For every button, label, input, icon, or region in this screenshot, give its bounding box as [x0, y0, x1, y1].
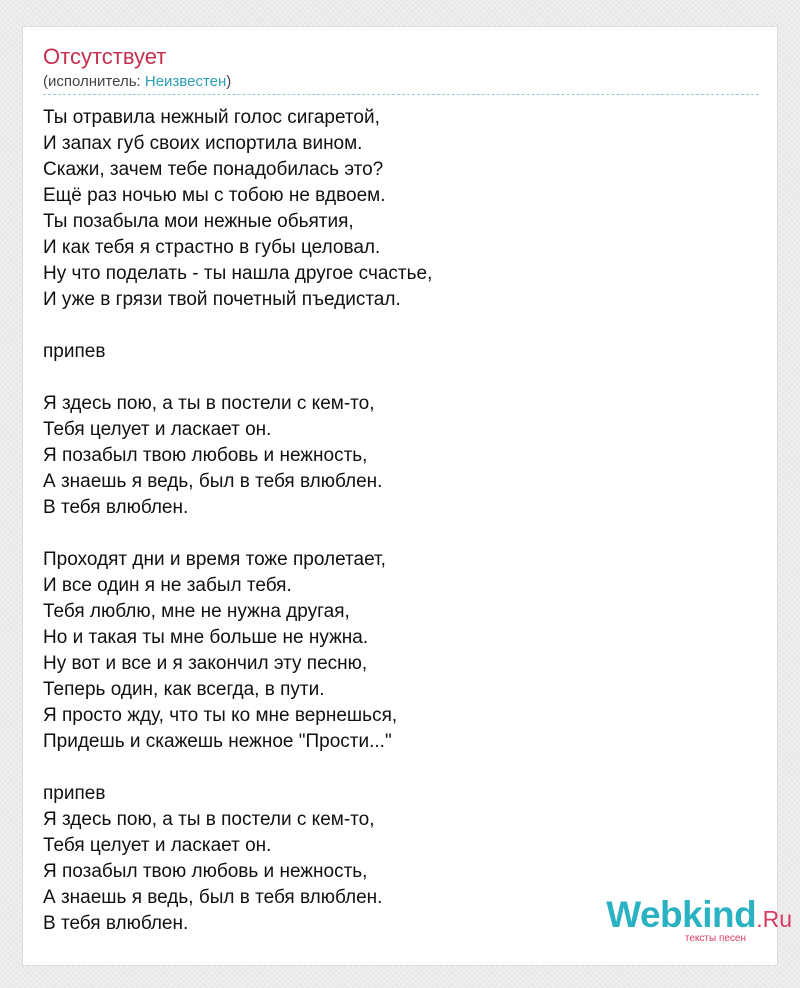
logo-tagline: тексты песен: [684, 933, 746, 944]
lyric-line: Ты позабыла мои нежные обьятия,: [43, 211, 354, 232]
lyrics-text: [43, 105, 759, 937]
lyrics-card: [22, 26, 778, 966]
lyric-line: Ещё раз ночью мы с тобою не вдвоем.: [43, 185, 386, 206]
lyric-line: В тебя влюблен.: [43, 497, 189, 518]
lyric-line: Скажи, зачем тебе понадобилась это?: [43, 159, 384, 180]
logo-name: Webkind: [606, 894, 757, 935]
logo-wordmark: [606, 896, 792, 938]
lyric-line: А знаешь я ведь, был в тебя влюблен.: [43, 471, 383, 492]
artist-line: [43, 73, 231, 91]
lyric-line: припев: [43, 341, 106, 362]
song-title: Отсутствует: [43, 44, 167, 69]
lyric-line: Я здесь пою, а ты в постели с кем-то,: [43, 809, 375, 830]
divider: [43, 94, 759, 95]
lyric-line: припев: [43, 783, 106, 804]
lyric-line: Проходят дни и время тоже пролетает,: [43, 549, 386, 570]
logo-tld: .Ru: [756, 906, 792, 932]
lyric-line: И запах губ своих испортила вином.: [43, 133, 363, 154]
lyric-line: Я просто жду, что ты ко мне вернешься,: [43, 705, 398, 726]
blank-line: [43, 313, 759, 339]
lyric-line: Я позабыл твою любовь и нежность,: [43, 445, 368, 466]
lyric-line: Теперь один, как всегда, в пути.: [43, 679, 325, 700]
lyric-line: Но и такая ты мне больше не нужна.: [43, 627, 369, 648]
artist-suffix: ): [226, 73, 232, 90]
lyric-line: И как тебя я страстно в губы целовал.: [43, 237, 381, 258]
artist-link[interactable]: Неизвестен: [144, 73, 227, 90]
site-logo[interactable]: [592, 894, 792, 944]
blank-line: [43, 365, 759, 391]
lyric-line: И уже в грязи твой почетный пъедистал.: [43, 289, 401, 310]
lyric-line: Тебя целует и ласкает он.: [43, 419, 272, 440]
lyric-line: Тебя целует и ласкает он.: [43, 835, 272, 856]
lyric-line: Я позабыл твою любовь и нежность,: [43, 861, 368, 882]
lyric-line: Придешь и скажешь нежное "Прости...": [43, 731, 392, 752]
lyric-line: Ну вот и все и я закончил эту песню,: [43, 653, 368, 674]
lyric-line: Я здесь пою, а ты в постели с кем-то,: [43, 393, 375, 414]
blank-line: [43, 521, 759, 547]
blank-line: [43, 755, 759, 781]
lyric-line: Ну что поделать - ты нашла другое счастье,: [43, 263, 433, 284]
lyric-line: Тебя люблю, мне не нужна другая,: [43, 601, 350, 622]
lyric-line: И все один я не забыл тебя.: [43, 575, 292, 596]
lyric-line: Ты отравила нежный голос сигаретой,: [43, 107, 380, 128]
lyric-line: В тебя влюблен.: [43, 913, 189, 934]
artist-prefix: (исполнитель:: [43, 73, 145, 90]
lyric-line: А знаешь я ведь, был в тебя влюблен.: [43, 887, 383, 908]
